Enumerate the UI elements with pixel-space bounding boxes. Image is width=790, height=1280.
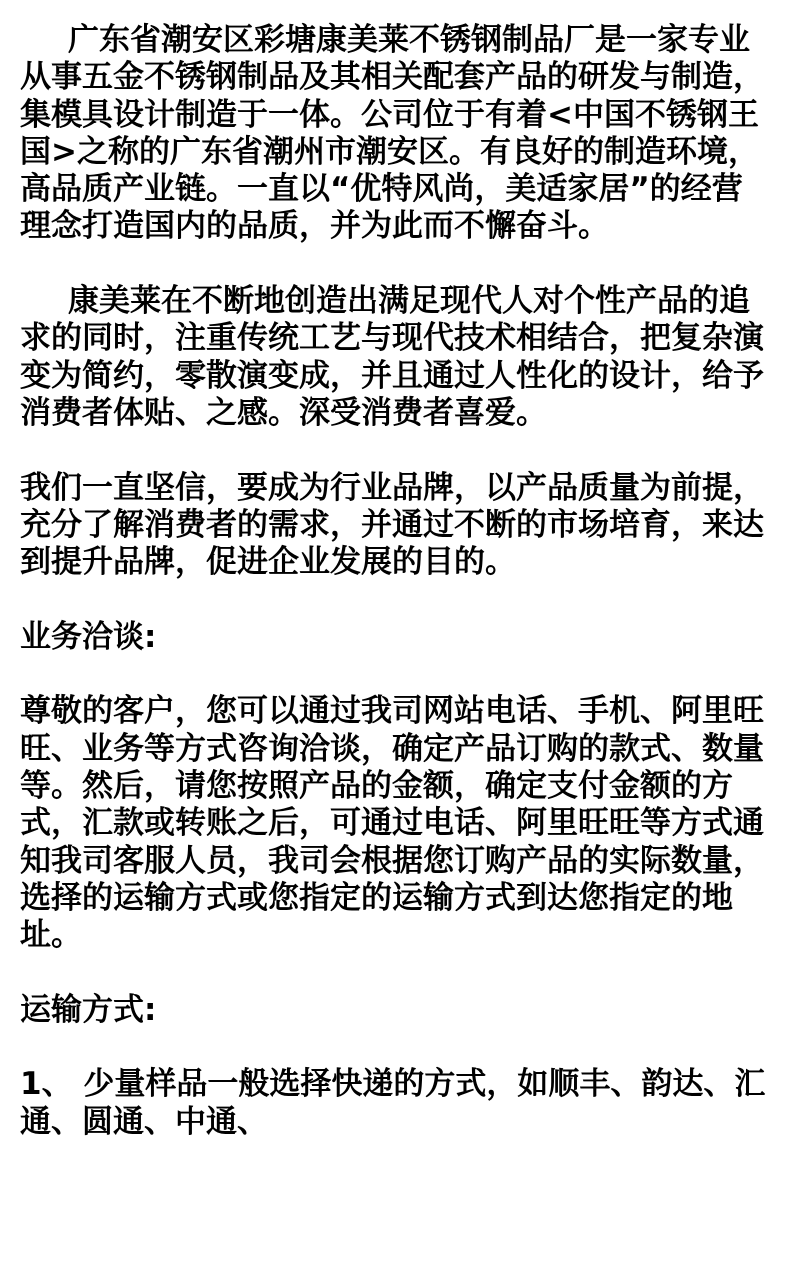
document-body — [20, 22, 770, 1141]
shipping-item: 1、 少量样品一般选择快递的方式，如顺丰、韵达、汇通、圆通、中通、 — [20, 1066, 766, 1140]
intro-paragraph: 广东省潮安区彩塘康美莱不锈钢制品厂是一家专业从事五金不锈钢制品及其相关配套产品的研发与制造，集模具设计制造于一体。公司位于有着<中国不锈钢王国>之称的广东省潮州市潮安区。有良好的制造环境，高品质产业链。一直以“优特风尚，美适家居”的经营理念打造国内的品质，并为此而不懈奋斗。 — [20, 22, 764, 245]
business-paragraph: 尊敬的客户，您可以通过我司网站电话、手机、阿里旺旺、业务等方式咨询洽谈，确定产品订购的款式、数量等。然后，请您按照产品的金额，确定支付金额的方式，汇款或转账之后，可通过电话、阿里旺旺等方式通知我司客服人员，我司会根据您订购产品的实际数量，选择的运输方式或您指定的运输方式到达您指定的地址。 — [20, 693, 764, 954]
business-heading: 业务洽谈: — [20, 618, 157, 655]
philosophy-paragraph: 康美莱在不断地创造出满足现代人对个性产品的追求的同时，注重传统工艺与现代技术相结合，把复杂演变为简约，零散演变成，并且通过人性化的设计，给予消费者体贴、之感。深受消费者喜爱。 — [20, 283, 764, 431]
belief-paragraph: 我们一直坚信，要成为行业品牌，以产品质量为前提，充分了解消费者的需求，并通过不断的市场培育，来达到提升品牌，促进企业发展的目的。 — [20, 469, 764, 581]
shipping-heading: 运输方式: — [20, 991, 157, 1028]
